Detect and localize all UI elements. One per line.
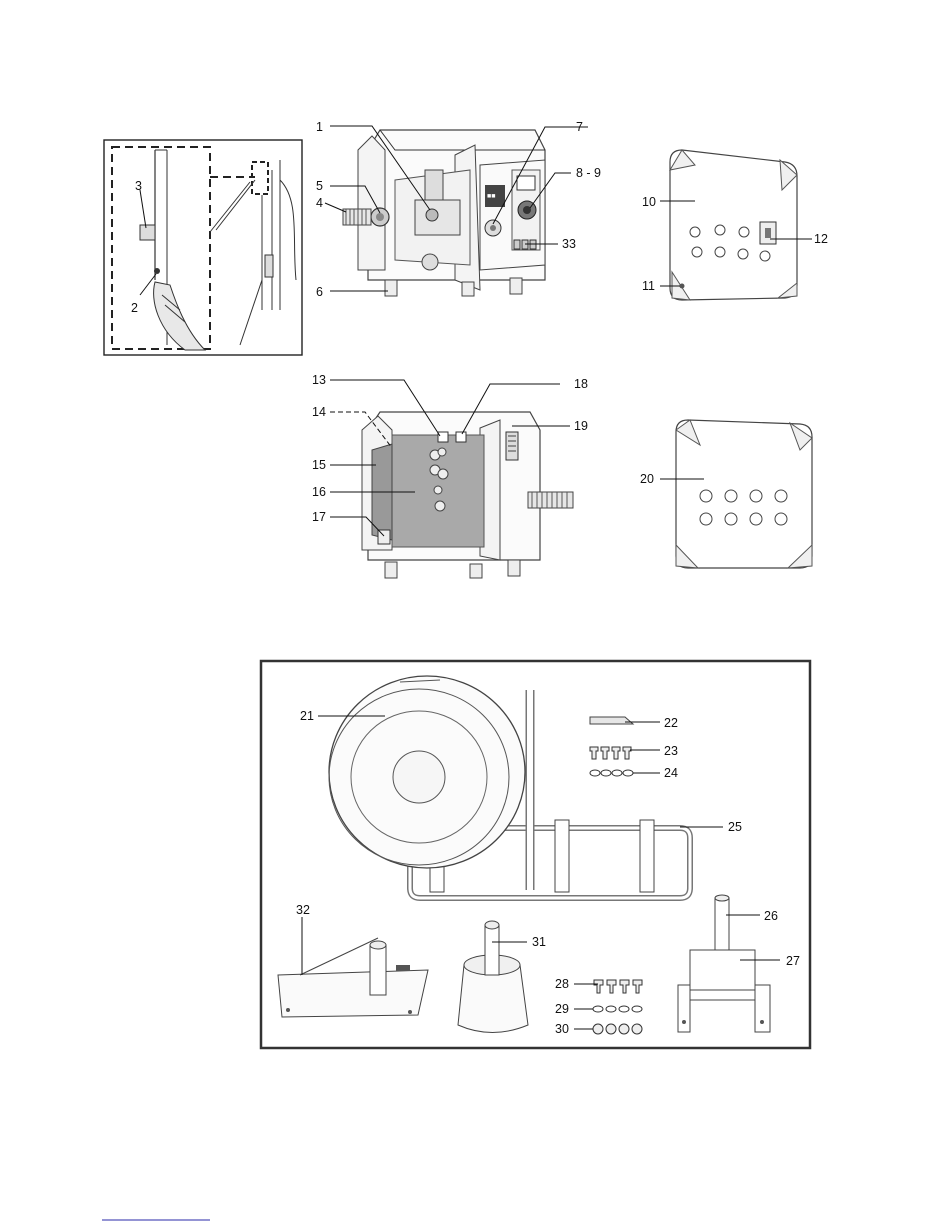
label-3: 3 xyxy=(135,179,142,193)
label-17: 17 xyxy=(312,510,326,524)
label-4: 4 xyxy=(316,196,323,210)
label-27: 27 xyxy=(786,954,800,968)
detail-inset xyxy=(104,140,302,355)
side-panel-bottom xyxy=(676,420,812,568)
label-26: 26 xyxy=(764,909,778,923)
label-23: 23 xyxy=(664,744,678,758)
label-18: 18 xyxy=(574,377,588,391)
accessories-box xyxy=(261,661,810,1048)
label-19: 19 xyxy=(574,419,588,433)
label-22: 22 xyxy=(664,716,678,730)
label-12: 12 xyxy=(814,232,828,246)
label-8-9: 8 - 9 xyxy=(576,166,602,180)
label-32: 32 xyxy=(296,903,310,917)
label-28: 28 xyxy=(555,977,569,991)
label-33: 33 xyxy=(562,237,576,251)
label-29: 29 xyxy=(555,1002,569,1016)
label-30: 30 xyxy=(555,1022,569,1036)
label-11: 11 xyxy=(642,279,655,293)
label-25: 25 xyxy=(728,820,742,834)
label-5: 5 xyxy=(316,179,323,193)
label-1: 1 xyxy=(316,120,323,134)
label-2: 2 xyxy=(131,301,138,315)
side-panel-top xyxy=(670,150,797,300)
label-10: 10 xyxy=(642,195,656,209)
label-24: 24 xyxy=(664,766,678,780)
svg-text:■■: ■■ xyxy=(487,193,496,200)
label-6: 6 xyxy=(316,285,323,299)
label-13: 13 xyxy=(312,373,326,387)
label-31: 31 xyxy=(532,935,546,949)
label-14: 14 xyxy=(312,405,326,419)
machine-front-view xyxy=(343,130,545,296)
machine-open-view xyxy=(362,412,573,578)
label-20: 20 xyxy=(640,472,654,486)
label-21: 21 xyxy=(300,709,314,723)
label-15: 15 xyxy=(312,458,326,472)
label-16: 16 xyxy=(312,485,326,499)
label-7: 7 xyxy=(576,120,583,134)
